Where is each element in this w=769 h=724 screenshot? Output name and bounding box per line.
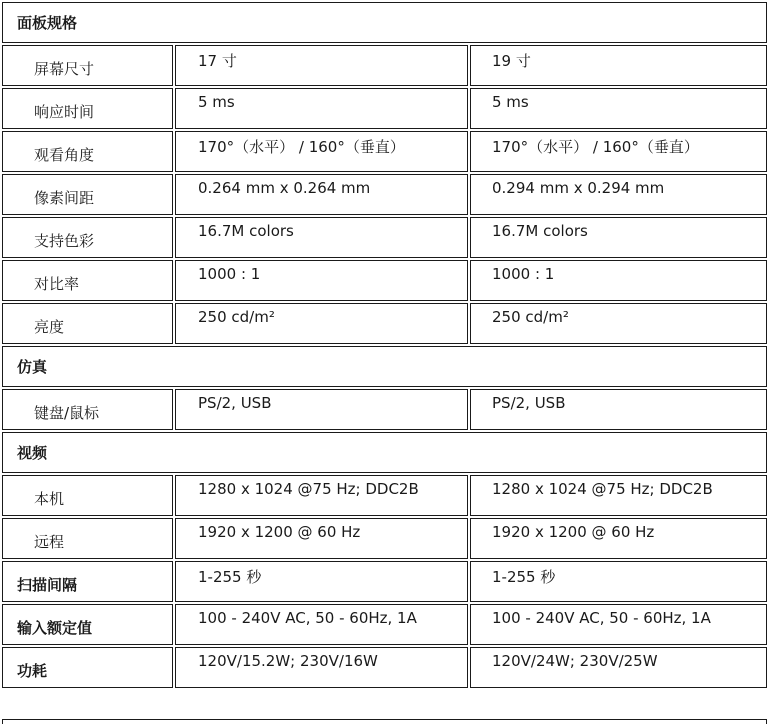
row-label-screen-size: 屏幕尺寸 [2, 45, 173, 86]
cell-19in-local: 1280 x 1024 @75 Hz; DDC2B [470, 475, 767, 516]
row-label-keyboard-mouse: 键盘/鼠标 [2, 389, 173, 430]
table-row [2, 604, 767, 645]
row-label-response-time: 响应时间 [2, 88, 173, 129]
section-row-panel [2, 2, 767, 43]
cell-19in-brightness: 250 cd/m² [470, 303, 767, 344]
section-title-video: 视频 [2, 432, 767, 473]
row-label-scan-interval: 扫描间隔 [2, 561, 173, 602]
table-row [2, 518, 767, 559]
section-title-panel: 面板规格 [2, 2, 767, 43]
table-row [2, 217, 767, 258]
cell-17in-contrast: 1000 : 1 [175, 260, 468, 301]
cell-19in-screen-size: 19 寸 [470, 45, 767, 86]
section-row-emulation [2, 346, 767, 387]
cell-17in-brightness: 250 cd/m² [175, 303, 468, 344]
section-title-emulation: 仿真 [2, 346, 767, 387]
cell-19in-response-time: 5 ms [470, 88, 767, 129]
table-row [2, 45, 767, 86]
cell-17in-response-time: 5 ms [175, 88, 468, 129]
row-label-pixel-pitch: 像素间距 [2, 174, 173, 215]
row-label-colors: 支持色彩 [2, 217, 173, 258]
cell-17in-input-rating: 100 - 240V AC, 50 - 60Hz, 1A [175, 604, 468, 645]
cell-17in-screen-size: 17 寸 [175, 45, 468, 86]
cell-19in-pixel-pitch: 0.294 mm x 0.294 mm [470, 174, 767, 215]
table-row [2, 561, 767, 602]
row-label-brightness: 亮度 [2, 303, 173, 344]
cell-19in-colors: 16.7M colors [470, 217, 767, 258]
cell-19in-contrast: 1000 : 1 [470, 260, 767, 301]
table-row [2, 88, 767, 129]
cell-19in-scan-interval: 1-255 秒 [470, 561, 767, 602]
table-row [2, 389, 767, 430]
cell-19in-viewing-angle: 170°（水平） / 160°（垂直） [470, 131, 767, 172]
next-row-edge [2, 719, 767, 724]
row-label-contrast: 对比率 [2, 260, 173, 301]
table-row [2, 174, 767, 215]
cell-17in-local: 1280 x 1024 @75 Hz; DDC2B [175, 475, 468, 516]
row-label-power: 功耗 [2, 647, 173, 688]
cell-17in-scan-interval: 1-255 秒 [175, 561, 468, 602]
cell-17in-viewing-angle: 170°（水平） / 160°（垂直） [175, 131, 468, 172]
cell-17in-remote: 1920 x 1200 @ 60 Hz [175, 518, 468, 559]
cell-17in-power: 120V/15.2W; 230V/16W [175, 647, 468, 688]
section-row-video [2, 432, 767, 473]
table-row [2, 647, 767, 688]
cell-19in-power: 120V/24W; 230V/25W [470, 647, 767, 688]
cell-17in-pixel-pitch: 0.264 mm x 0.264 mm [175, 174, 468, 215]
cell-19in-keyboard-mouse: PS/2, USB [470, 389, 767, 430]
cell-17in-colors: 16.7M colors [175, 217, 468, 258]
table-row [2, 475, 767, 516]
cell-19in-input-rating: 100 - 240V AC, 50 - 60Hz, 1A [470, 604, 767, 645]
row-label-local: 本机 [2, 475, 173, 516]
cell-19in-remote: 1920 x 1200 @ 60 Hz [470, 518, 767, 559]
row-label-remote: 远程 [2, 518, 173, 559]
table-row [2, 303, 767, 344]
cell-17in-keyboard-mouse: PS/2, USB [175, 389, 468, 430]
row-label-viewing-angle: 观看角度 [2, 131, 173, 172]
table-row [2, 131, 767, 172]
table-row [2, 260, 767, 301]
row-label-input-rating: 输入额定值 [2, 604, 173, 645]
